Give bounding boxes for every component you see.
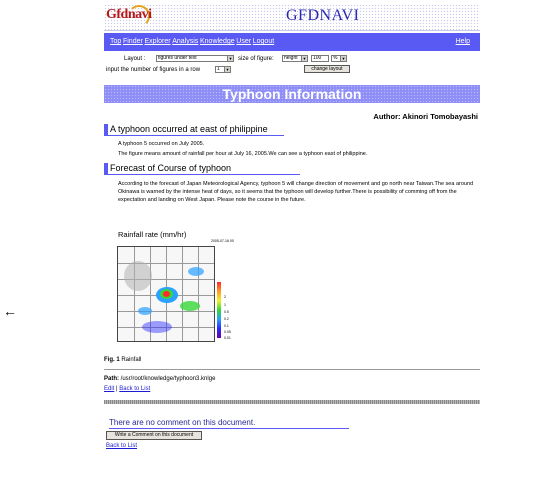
- rain-blob: [138, 307, 152, 315]
- colorbar-label: 1: [224, 303, 226, 307]
- edit-links: [104, 386, 150, 392]
- colorbar-label: 0.5: [224, 310, 229, 314]
- nav-user[interactable]: User: [236, 38, 252, 45]
- divider: [104, 369, 480, 370]
- figure-caption-text: Rainfall: [121, 357, 142, 363]
- count-select[interactable]: [215, 66, 231, 73]
- paragraph: A typhoon 5 occurred on July 2005.: [118, 141, 205, 147]
- layout-label: Layout :: [124, 56, 146, 62]
- chevron-down-icon: ▼: [302, 56, 307, 61]
- paragraph: According to the forecast of Japan Meteorological Agency, typhoon 5 will change direction of movement and go north near Taiwan.The sea around Okinawa is warned by the intense heat of days, so it seems that the typhoon will develop further.There is possibility of comming off from the expectation and landing on West Japan. Please note the course in the future.: [118, 181, 474, 203]
- section-heading: Forecast of Course of typhoon: [104, 163, 300, 175]
- rain-blob: [180, 301, 200, 311]
- size-unit-select[interactable]: [331, 55, 347, 62]
- path-line: [104, 376, 215, 382]
- rain-blob: [188, 267, 204, 276]
- author: Author: Akinori Tomobayashi: [373, 112, 478, 121]
- land-shape: [124, 261, 152, 291]
- rain-blob: [142, 321, 172, 333]
- path-label: Path:: [104, 376, 119, 382]
- figure-caption: [104, 357, 141, 363]
- colorbar-label: 0.01: [224, 336, 231, 340]
- chevron-down-icon: ▼: [225, 67, 230, 72]
- page-container: [104, 4, 480, 78]
- size-value-input[interactable]: [311, 55, 329, 62]
- link-separator: |: [116, 386, 118, 392]
- chevron-down-icon: ▼: [341, 56, 346, 61]
- write-comment-button[interactable]: Write a Comment on this document: [106, 431, 202, 440]
- layout-controls: [104, 54, 480, 78]
- size-unit-value: %: [333, 55, 338, 61]
- figure-title: Rainfall rate (mm/hr): [118, 230, 187, 239]
- divider-bar: [104, 400, 480, 404]
- colorbar-label: 0.1: [224, 324, 229, 328]
- grid-line: [118, 311, 214, 312]
- layout-select-value: figures under text: [158, 55, 197, 61]
- nav-explorer[interactable]: Explorer: [144, 38, 171, 45]
- nav-knowledge[interactable]: Knowledge: [199, 38, 235, 45]
- rain-blob: [163, 291, 170, 297]
- figure-caption-label: Fig. 1: [104, 357, 120, 363]
- back-to-list-link-bottom[interactable]: Back to List: [106, 443, 138, 449]
- nav-analysis[interactable]: Analysis: [172, 38, 199, 45]
- figure-timestamp: 2005-07-16 00: [211, 239, 234, 243]
- logo[interactable]: Gfdnavi: [106, 7, 152, 22]
- colorbar-label: 0.05: [224, 330, 231, 334]
- change-layout-button[interactable]: change layout: [304, 65, 350, 73]
- chevron-down-icon: ▼: [228, 56, 233, 61]
- rainfall-map: [117, 246, 215, 342]
- no-comment-message: There are no comment on this document.: [109, 418, 349, 429]
- layout-select[interactable]: [156, 55, 234, 62]
- nav-finder[interactable]: Finder: [122, 38, 143, 45]
- back-to-list-link[interactable]: Back to List: [119, 386, 151, 392]
- count-value: 1: [217, 66, 220, 72]
- document-title: Typhoon Information: [104, 85, 480, 103]
- size-value: 100: [313, 55, 322, 61]
- nav-top[interactable]: Top: [110, 38, 122, 45]
- nav-help[interactable]: Help: [455, 38, 470, 45]
- edit-link[interactable]: Edit: [104, 386, 115, 392]
- size-dimension-select[interactable]: [282, 55, 308, 62]
- path-value: /usr/root/knowledge/typhoon3.knlge: [120, 376, 216, 382]
- app-title: GFDNAVI: [286, 7, 360, 24]
- size-dimension-value: height: [284, 55, 298, 61]
- header-banner: [104, 4, 480, 31]
- colorbar-label: 0.2: [224, 317, 229, 321]
- size-label: size of figure:: [238, 56, 274, 62]
- nav-logout[interactable]: Logout: [252, 38, 275, 45]
- count-label: input the number of figures in a row: [106, 67, 201, 73]
- nav-bar: [104, 33, 480, 51]
- left-arrow-icon: ←: [3, 303, 17, 319]
- nav-links: [110, 38, 274, 45]
- section-heading: A typhoon occurred at east of philippine: [104, 124, 284, 136]
- paragraph: The figure means amount of rainfall per hour at July 16, 2005.We can see a typhoon east of philippine.: [118, 151, 368, 157]
- colorbar-label: 2: [224, 295, 226, 299]
- colorbar: [217, 282, 221, 338]
